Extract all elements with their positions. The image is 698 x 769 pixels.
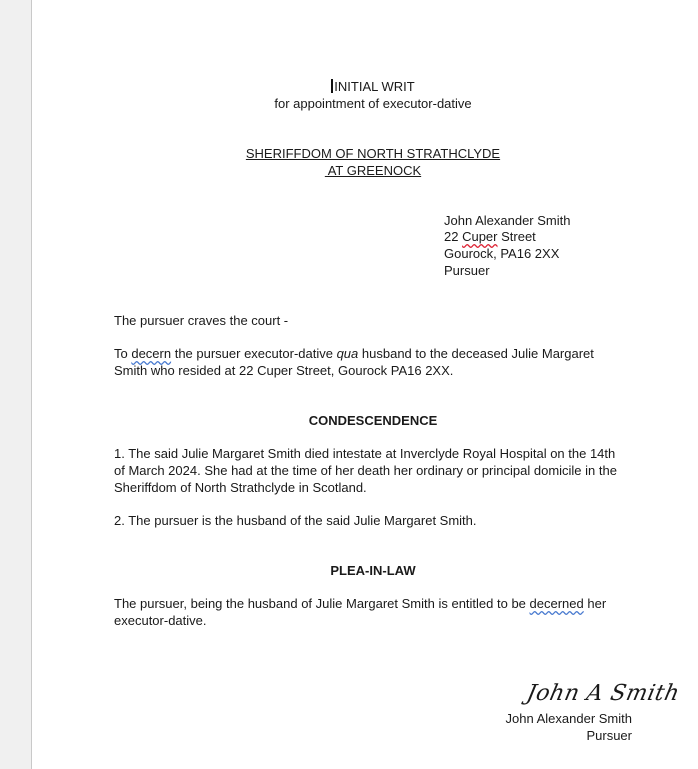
pursuer-street: 22 Cuper Street: [444, 229, 536, 244]
craves-paragraph: To decern the pursuer executor-dative qua husband to the deceased Julie Margaret Smith who resided at 22 Cuper Street, Gourock PA16 2XX.: [114, 346, 594, 378]
plea-paragraph: The pursuer, being the husband of Julie Margaret Smith is entitled to be decerned her executor-dative.: [114, 596, 607, 628]
craves-intro: The pursuer craves the court -: [114, 313, 289, 328]
condescendence-item-2: 2. The pursuer is the husband of the said Julie Margaret Smith.: [114, 513, 477, 528]
left-margin-gutter: [0, 0, 32, 769]
spelling-flag-cuper[interactable]: Cuper: [462, 229, 498, 244]
pursuer-name: John Alexander Smith: [444, 213, 571, 228]
document-subtitle: for appointment of executor-dative: [274, 96, 472, 111]
handwritten-signature: John A Smith: [524, 681, 682, 706]
condescendence-item-1: 1. The said Julie Margaret Smith died intestate at Inverclyde Royal Hospital on the 14th of March 2024. She had at the time of her death her ordinary or principal domicile in the Sheriffdom of North Strathclyde in Scotland.: [114, 446, 617, 495]
document-page[interactable]: [32, 0, 698, 769]
document-title: INITIAL WRIT: [32, 78, 698, 95]
signatory-role: Pursuer: [586, 728, 632, 743]
signatory-name: John Alexander Smith: [505, 711, 632, 726]
pursuer-town: Gourock, PA16 2XX: [444, 246, 560, 261]
plea-heading: PLEA-IN-LAW: [330, 563, 416, 578]
pursuer-role: Pursuer: [444, 263, 490, 278]
court-name: SHERIFFDOM OF NORTH STRATHCLYDE: [245, 146, 501, 161]
grammar-flag-decerned[interactable]: decerned: [529, 596, 584, 611]
court-location: AT GREENOCK: [324, 163, 422, 178]
grammar-flag-decern[interactable]: decern: [131, 346, 172, 361]
text-cursor: [331, 79, 333, 93]
condescendence-heading: CONDESCENDENCE: [308, 413, 438, 428]
